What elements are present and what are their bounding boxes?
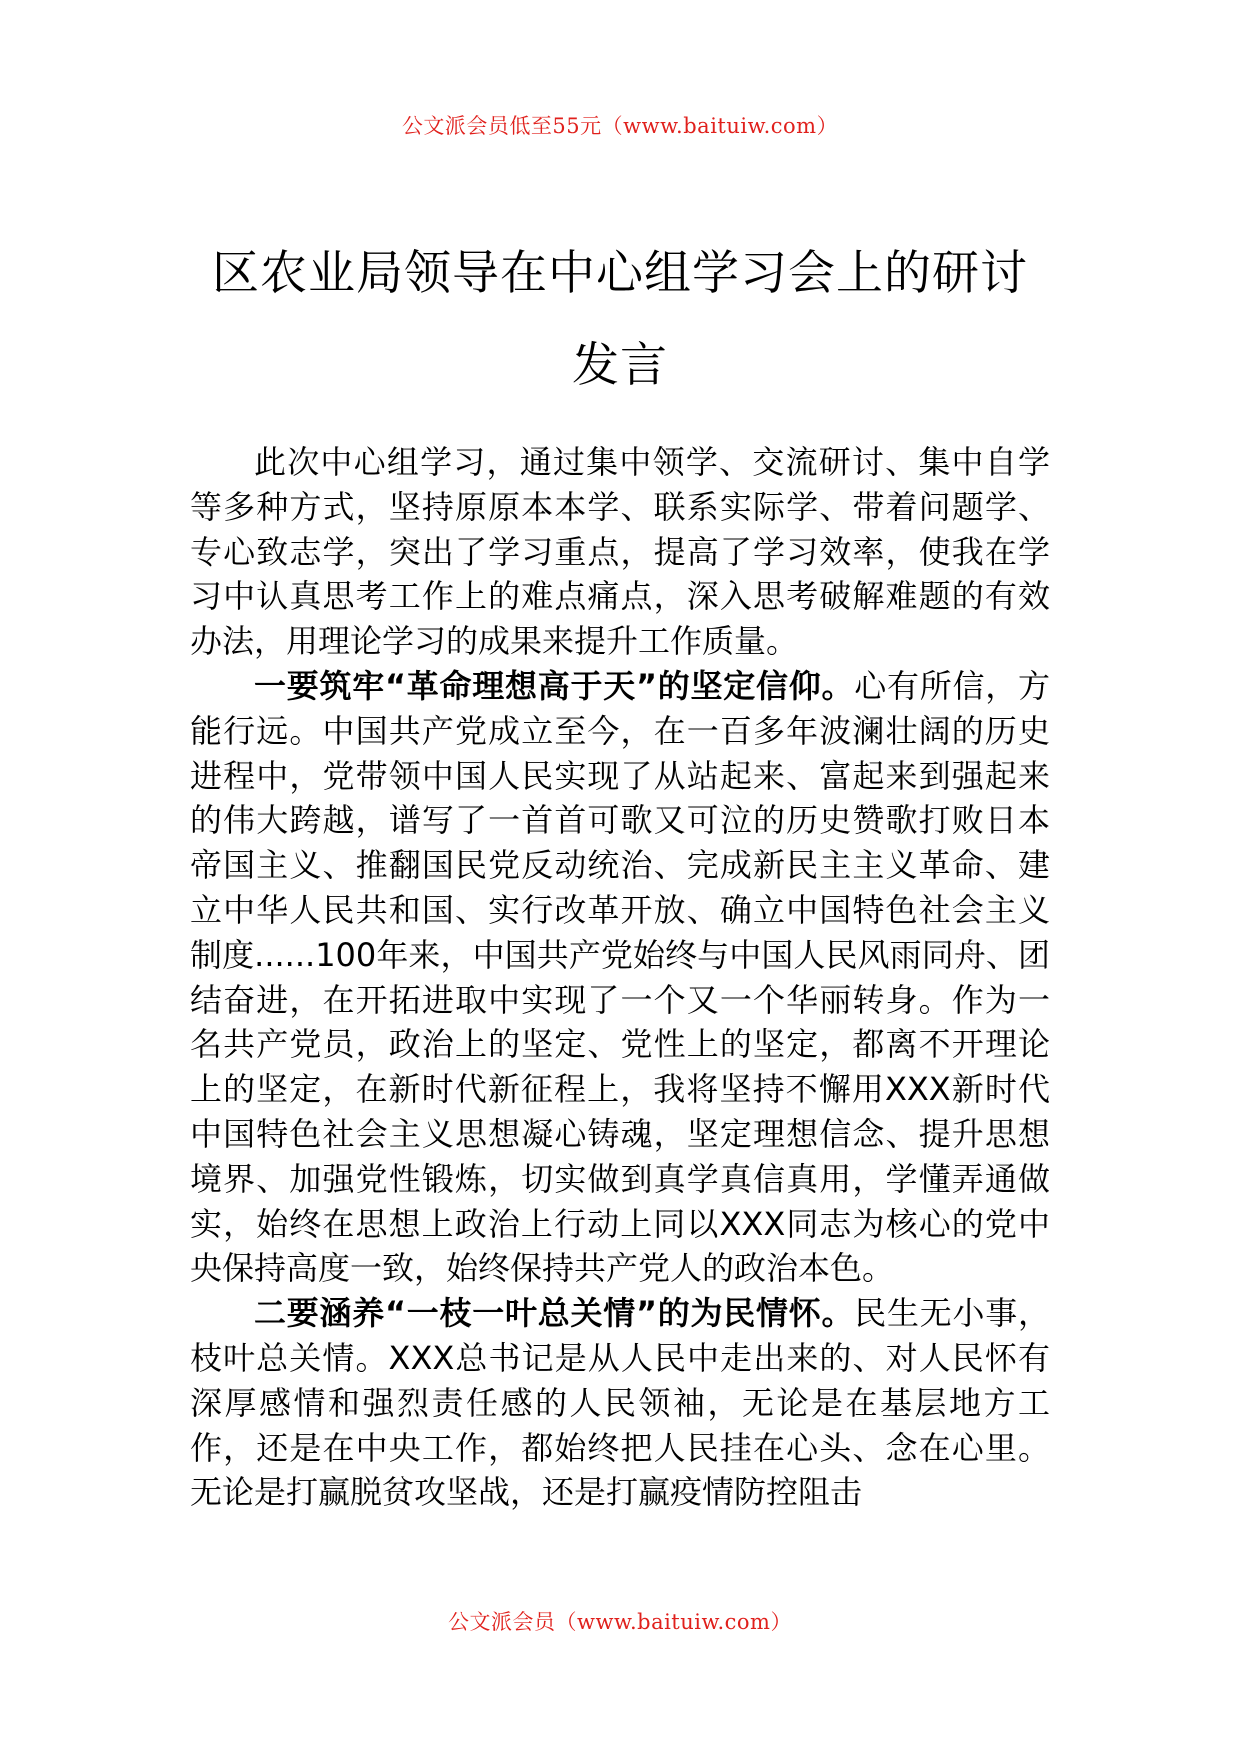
- paragraph-text: 心有所信，方能行远。中国共产党成立至今，在一百多年波澜壮阔的历史进程中，党带领中国人民实现了从站起来、富起来到强起来的伟大跨越，谱写了一首首可歌又可泣的历史赞歌打败日本帝国主义、推翻国民党反动统治、完成新民主主义革命、建立中华人民共和国、实行改革开放、确立中国特色社会主义制度......100年来，中国共产党始终与中国人民风雨同舟、团结奋进，在开拓进取中实现了一个又一个华丽转身。作为一名共产党员，政治上的坚定、党性上的坚定，都离不开理论上的坚定，在新时代新征程上，我将坚持不懈用XXX新时代中国特色社会主义思想凝心铸魂，坚定理想信念、提升思想境界、加强党性锻炼，切实做到真学真信真用，学懂弄通做实，始终在思想上政治上行动上同以XXX同志为核心的党中央保持高度一致，始终保持共产党人的政治本色。: [190, 666, 1050, 1288]
- paragraph-lead: 二要涵养“一枝一叶总关情”的为民情怀。: [254, 1294, 855, 1333]
- header-banner: 公文派会员低至55元（www.baituiw.com）: [401, 114, 839, 138]
- paragraph-text: 此次中心组学习，通过集中领学、交流研讨、集中自学等多种方式，坚持原原本本学、联系实际学、带着问题学、专心致志学，突出了学习重点，提高了学习效率，使我在学习中认真思考工作上的难点痛点，深入思考破解难题的有效办法，用理论学习的成果来提升工作质量。: [190, 443, 1050, 661]
- paragraph-intro: [190, 440, 1050, 664]
- document-title: 区农业局领导在中心组学习会上的研讨发言: [212, 246, 1028, 393]
- document-body: [190, 440, 1050, 1515]
- paragraph-point-two: [190, 1291, 1050, 1515]
- paragraph-lead: 一要筑牢“革命理想高于天”的坚定信仰。: [254, 666, 855, 705]
- footer-banner: 公文派会员（www.baituiw.com）: [448, 1610, 792, 1634]
- paragraph-point-one: [190, 664, 1050, 1291]
- paragraph-text: 民生无小事，枝叶总关情。XXX总书记是从人民中走出来的、对人民怀有深厚感情和强烈责任感的人民领袖，无论是在基层地方工作，还是在中央工作，都始终把人民挂在心头、念在心里。无论是打赢脱贫攻坚战，还是打赢疫情防控阻击: [190, 1294, 1050, 1512]
